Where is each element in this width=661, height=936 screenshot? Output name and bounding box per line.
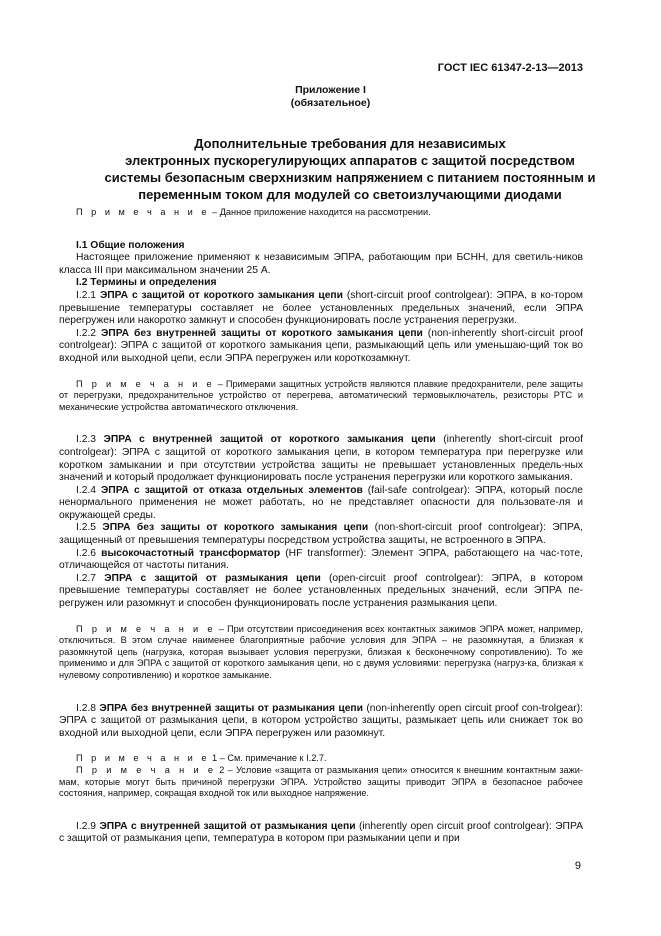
definition <box>59 290 583 328</box>
term: ЭПРА с защитой от размыкания цепи <box>104 572 321 584</box>
definition-text: (non-inherently short-circuit proof controlgear): ЭПРА с защитой от короткого замыкания цепи, размыкающий цепь или уменьшаю-щий ток во входной или выходной цепи, если ЭПРА перегружен или короткозамкнут. <box>59 327 583 364</box>
clause-number: I.2.9 <box>76 820 97 832</box>
section-heading <box>59 240 583 253</box>
standard-number: ГОСТ IEC 61347-2-13—2013 <box>437 62 583 74</box>
annex-status: (обязательное) <box>290 97 371 109</box>
title-line: электронных пускорегулирующих аппаратов с защитой посредством <box>125 153 575 168</box>
clause-number: I.2.7 <box>76 572 97 584</box>
term: ЭПРА с внутренней защитой от короткого замыкания цепи <box>103 434 436 446</box>
clause-number: I.2.2 <box>76 327 97 339</box>
title-line: системы безопасным сверхнизким напряжением с питанием постоянным и <box>104 170 596 185</box>
note-word: П р и м е ч а н и е <box>76 764 217 775</box>
definition <box>59 703 583 741</box>
note <box>59 624 583 682</box>
definition <box>59 522 583 547</box>
term: ЭПРА без внутренней защиты от размыкания цепи <box>99 702 363 714</box>
title-line: Дополнительные требования для независимых <box>194 136 506 151</box>
term: ЭПРА с внутренней защитой от размыкания цепи <box>99 820 356 832</box>
term: ЭПРА с защитой от короткого замыкания цепи <box>99 289 343 301</box>
note <box>59 379 583 414</box>
section-heading <box>59 277 583 290</box>
note-text: 1 – См. примечание к I.2.7. <box>212 753 327 764</box>
clause-number: I.2.5 <box>76 522 97 534</box>
definition-text: (fail-safe controlgear): ЭПРА, который после ненормального применения не может работать, но не представляет опасности для пользовате-ля и окружающей среды. <box>59 484 583 521</box>
note-text: – Примерами защитных устройств являются плавкие предохранители, реле защиты от перегрузки, предохранительное устройство от перегрева, автоматический термовыключатель, резисторы PTC и механические устройства автоматического отключения. <box>59 378 583 412</box>
note-word: П р и м е ч а н и е <box>76 207 210 217</box>
note-text: – Данное приложение находится на рассмотрении. <box>212 207 431 217</box>
definition <box>59 485 583 523</box>
note <box>59 765 583 800</box>
definition-text: (HF transformer): Элемент ЭПРА, работающего на час-тоте, отличающейся от частоты питания. <box>59 547 583 572</box>
note-text: 2 – Условие «защита от размыкания цепи» относится к внешним контактным зажи-мам, которые могут быть причиной перегрузки ЭПРА. Устройство защиты приводит ЭПРА в безопасное рабочее состояния, например, сокращая входной ток или выходное напряжение. <box>59 764 583 799</box>
annex-title <box>40 135 660 203</box>
term: высокочастотный трансформатор <box>101 547 281 559</box>
definition <box>59 434 583 484</box>
annex-label: Приложение I <box>295 84 366 96</box>
note-word: П р и м е ч а н и е <box>76 753 210 764</box>
note <box>59 753 583 765</box>
clause-number: I.2.1 <box>76 289 97 301</box>
note-word: П р и м е ч а н и е <box>76 623 216 634</box>
term: ЭПРА без защиты от короткого замыкания цепи <box>102 522 369 534</box>
term: ЭПРА с защитой от отказа отдельных элементов <box>100 484 363 496</box>
clause-number: I.2.6 <box>76 547 97 559</box>
paragraph: Настоящее приложение применяют к независимым ЭПРА, работающим при БСНН, для светиль-ников класса III при максимальном значении 25 А. <box>59 252 583 276</box>
clause-number: I.2.8 <box>76 702 97 714</box>
page-number: 9 <box>574 860 581 872</box>
note-main <box>59 207 583 219</box>
heading-text: I.2 Термины и определения <box>76 277 217 289</box>
definition-text: (non-inherently open circuit proof con-trolgear): ЭПРА с защитой от размыкания цепи, в котором устройство защиты, размыкает цепь или снижает ток во входной или выходной цепи, если ЭПРА перегружен или разомкнут. <box>59 702 583 739</box>
definition-text: (open-circuit proof controlgear): ЭПРА, в котором превышение температуры составляет не более установленных предельных значений, если ЭПРА пе-регружен или разомкнут и способен функционировать после устранения размыкания цепи. <box>59 572 583 610</box>
definition <box>59 573 583 611</box>
clause-number: I.2.3 <box>76 434 97 446</box>
annex-header <box>0 84 661 110</box>
heading-text: I.1 Общие положения <box>76 239 185 251</box>
note-word: П р и м е ч а н и е <box>76 378 215 389</box>
definition-text: (inherently open circuit proof controlgear): ЭПРА с защитой от размыкания цепи, температура в котором при размыкании цепи и при <box>59 820 583 845</box>
definition <box>59 328 583 366</box>
clause-number: I.2.4 <box>76 484 97 496</box>
note-text: – При отсутствии присоединения всех контактных зажимов ЭПРА может, например, отключиться. В этом случае наименее благоприятные рабочие условия для ЭПРА – не разомкнутая, а близкая к разомкнутой цепь (нагрузка, которая вызывает условия перегрузки, близкая к бесконечному сопротивлению). То же применимо и для ЭПРА с защитой от короткого замыкания цепи, но с двумя условиями: перегрузка (нагруз-ка, близкая к нулевому сопротивлению) и короткое замыкание. <box>59 623 583 680</box>
definition-text: (short-circuit proof controlgear): ЭПРА, в ко-тором превышение температуры составляет не более установленных предельных значений, если ЭПРА перегружен или накоротко замкнут и способен функционировать после устранения перегрузки. <box>59 289 583 327</box>
definition <box>59 821 583 846</box>
body-text <box>59 207 583 846</box>
definition-text: (inherently short-circuit proof controlgear): ЭПРА с защитой от короткого замыкания цепи, в котором температура при перегрузке или коротком замыкании и при отсутствии устройства защиты не превышает установленных предель-ных значений и который продолжает функционировать после устранения перегрузки или короткого замыкания. <box>59 434 583 484</box>
definition <box>59 548 583 573</box>
term: ЭПРА без внутренней защиты от короткого замыкания цепи <box>100 327 423 339</box>
title-line: переменным током для модулей со светоизлучающими диодами <box>138 187 562 202</box>
definition-text: (non-short-circuit proof controlgear): ЭПРА, защищенный от превышения температуры посредством устройства защиты, не встроенного в ЭПРА. <box>59 522 583 547</box>
